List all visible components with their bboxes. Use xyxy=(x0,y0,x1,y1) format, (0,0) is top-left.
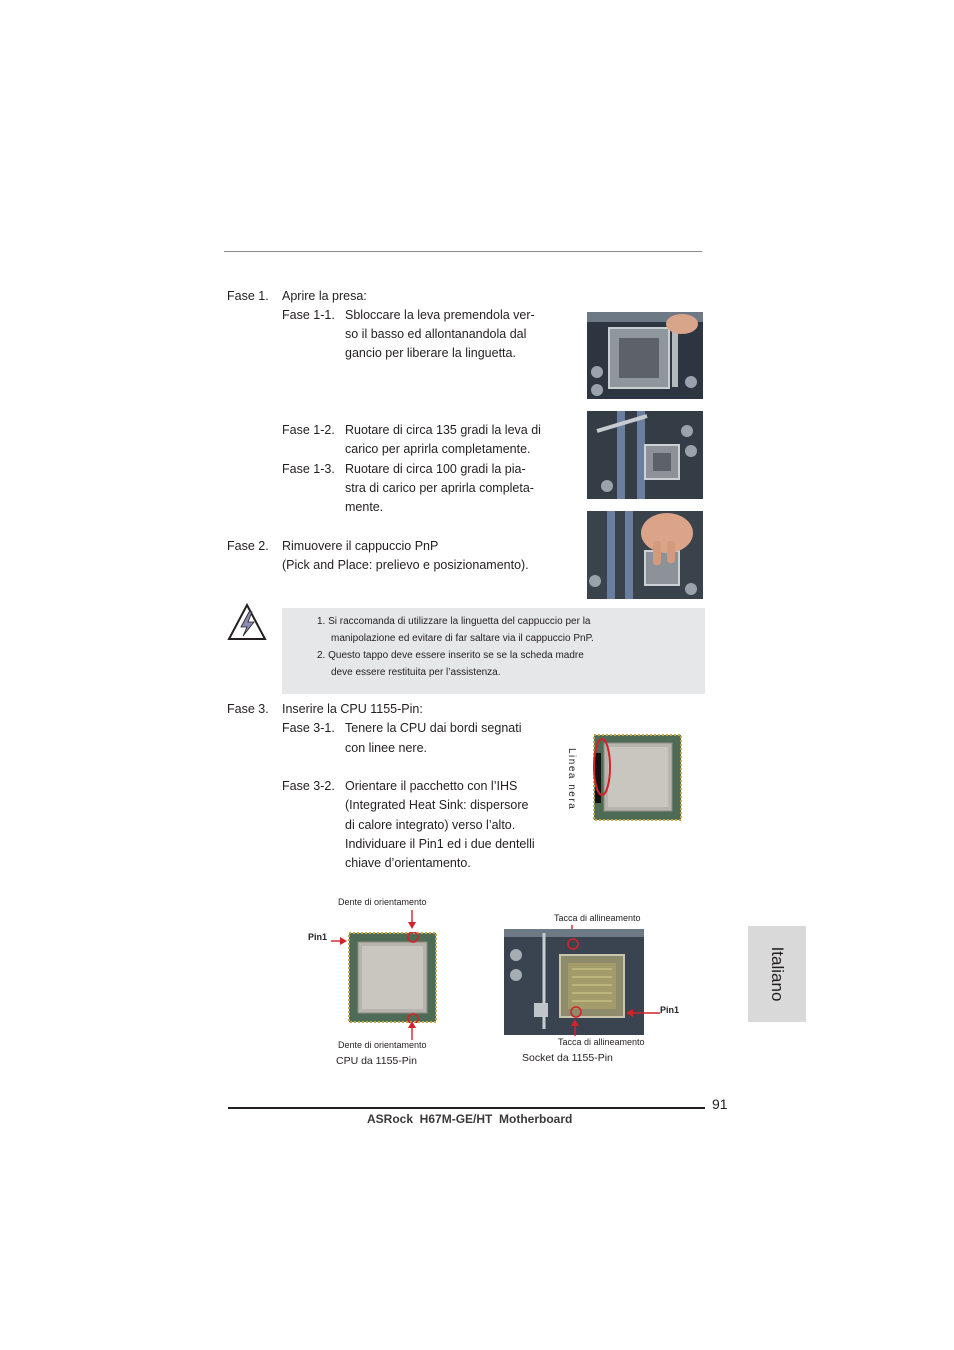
fase2-line: (Pick and Place: prelievo e posizionamento). xyxy=(282,558,529,572)
fase3-number: Fase 3. xyxy=(227,702,269,716)
fase1-2-line: Ruotare di circa 135 gradi la leva di xyxy=(345,423,541,437)
footer-product-name: ASRock H67M-GE/HT Motherboard xyxy=(367,1112,573,1126)
cpu-caption: CPU da 1155-Pin xyxy=(336,1055,417,1067)
fase1-3-line: stra di carico per aprirla completa- xyxy=(345,481,534,495)
fase1-number: Fase 1. xyxy=(227,289,269,303)
note-line: 2. Questo tappo deve essere inserito se se la scheda madre xyxy=(317,650,584,661)
socket-bottom-alignment-label: Tacca di allineamento xyxy=(558,1037,645,1047)
socket-top-alignment-label: Tacca di allineamento xyxy=(554,913,641,923)
fase3-2-line: Individuare il Pin1 ed i due dentelli xyxy=(345,837,535,851)
fase1-1-line: gancio per liberare la linguetta. xyxy=(345,346,516,360)
linea-nera-label: Linea nera xyxy=(566,748,577,811)
top-rule xyxy=(224,251,702,252)
fase1-3-number: Fase 1-3. xyxy=(282,462,335,476)
warning-lightning-icon xyxy=(227,602,267,642)
fase3-1-line: Tenere la CPU dai bordi segnati xyxy=(345,721,522,735)
note-line: deve essere restituita per l’assistenza. xyxy=(331,667,501,678)
cpu-top-orientation-label: Dente di orientamento xyxy=(338,897,427,907)
fase3-2-number: Fase 3-2. xyxy=(282,779,335,793)
cpu-pin1-arrow xyxy=(331,933,347,943)
fase3-1-line: con linee nere. xyxy=(345,741,428,755)
fase1-1-line: so il basso ed allontanandola dal xyxy=(345,327,527,341)
socket-pin1-label: Pin1 xyxy=(660,1005,680,1015)
cpu-1155-photo xyxy=(348,932,437,1023)
cpu-edges-photo xyxy=(592,733,683,822)
fase3-2-line: Orientare il pacchetto con l’IHS xyxy=(345,779,518,793)
fase1-3-line: mente. xyxy=(345,500,384,514)
footer-rule xyxy=(228,1107,705,1109)
socket-pin1-arrow xyxy=(626,1005,660,1015)
fase1-2-number: Fase 1-2. xyxy=(282,423,335,437)
cpu-bottom-arrow xyxy=(407,1020,417,1040)
language-tab xyxy=(748,926,806,1022)
socket-open-lever-photo xyxy=(587,411,703,499)
note-line: 1. Si raccomanda di utilizzare la linguetta del cappuccio per la xyxy=(317,616,591,627)
fase3-2-line: (Integrated Heat Sink: dispersore xyxy=(345,798,529,812)
note-line: manipolazione ed evitare di far saltare via il cappuccio PnP. xyxy=(331,633,594,644)
cpu-bottom-orientation-label: Dente di orientamento xyxy=(338,1040,427,1050)
socket-bottom-arrow xyxy=(570,1018,580,1036)
cpu-pin1-label: Pin1 xyxy=(308,932,328,942)
fase1-1-line: Sbloccare la leva premendola ver- xyxy=(345,308,535,322)
fase3-2-line: chiave d’orientamento. xyxy=(345,856,471,870)
remove-pnp-cap-photo xyxy=(587,511,703,599)
page-number: 91 xyxy=(712,1096,728,1112)
cpu-top-arrow xyxy=(407,910,417,930)
socket-lever-photo xyxy=(587,312,703,399)
fase1-text: Aprire la presa: xyxy=(282,289,367,303)
fase3-1-number: Fase 3-1. xyxy=(282,721,335,735)
fase3-2-line: di calore integrato) verso l’alto. xyxy=(345,818,516,832)
fase2-line: Rimuovere il cappuccio PnP xyxy=(282,539,439,553)
language-tab-label: Italiano xyxy=(768,946,787,1002)
fase1-3-line: Ruotare di circa 100 gradi la pia- xyxy=(345,462,526,476)
fase3-text: Inserire la CPU 1155-Pin: xyxy=(282,702,423,716)
fase1-1-number: Fase 1-1. xyxy=(282,308,335,322)
socket-caption: Socket da 1155-Pin xyxy=(522,1052,613,1064)
fase2-number: Fase 2. xyxy=(227,539,269,553)
fase1-2-line: carico per aprirla completamente. xyxy=(345,442,531,456)
